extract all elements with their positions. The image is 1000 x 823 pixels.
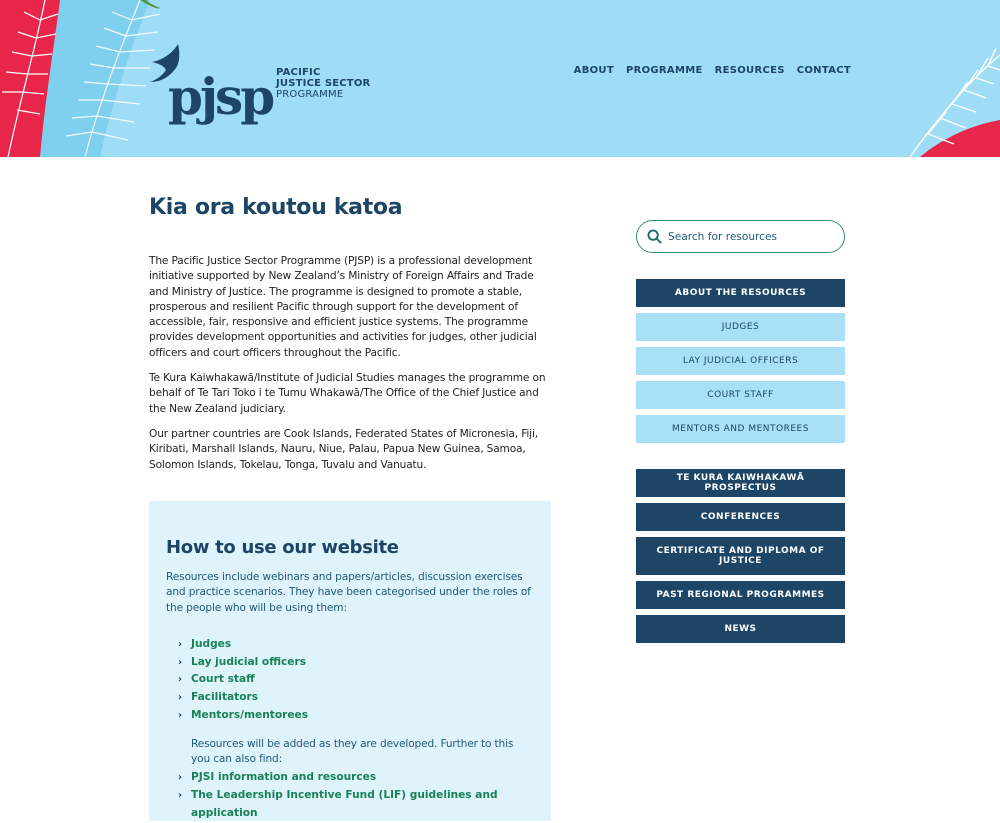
logo-line-3: PROGRAMME [276,89,344,100]
site-logo[interactable] [148,40,371,126]
svg-text:pjsp: pjsp [168,67,273,126]
sidebar-news[interactable]: NEWS [636,615,845,643]
logo-line-2: JUSTICE SECTOR [276,78,371,89]
how-to-description: Resources include webinars and papers/articles, discussion exercises and practice scenarios. They have been categorised under the roles of the people who will be using them: [166,571,531,614]
role-label: Mentors/mentorees [191,709,309,722]
role-link-court-staff[interactable] [166,671,534,689]
role-label: Judges [191,637,232,650]
intro-paragraph: Te Kura Kaiwhakawā/Institute of Judicial Studies manages the programme on behalf of Te Tari Toko i te Tumu Whakawā/The Office of the Chief Justice and the New Zealand judiciary. [149,372,546,415]
main-content [149,195,551,483]
role-label: Court staff [191,673,255,686]
main-nav [574,65,851,76]
extras-list [166,769,534,822]
roles-list [166,636,534,725]
sidebar-mentors[interactable]: MENTORS AND MENTOREES [636,415,845,443]
chevron-right-icon: › [178,656,183,668]
chevron-right-icon: › [178,638,183,650]
extra-link-pjsi[interactable] [166,769,534,787]
site-header [0,0,1000,157]
sidebar-prospectus[interactable]: TE KURA KAIWHAKAWĀ PROSPECTUS [636,469,845,497]
chevron-right-icon: › [178,692,183,704]
extra-link-lif[interactable] [166,787,534,823]
logo-line-1: PACIFIC [276,67,321,78]
pjsp-bird-logo-icon [148,40,273,126]
how-to-panel [149,501,551,821]
role-label: Lay judicial officers [191,655,307,668]
chevron-right-icon: › [178,674,183,686]
sidebar-about-resources[interactable]: ABOUT THE RESOURCES [636,279,845,307]
nav-about[interactable]: ABOUT [573,65,614,76]
nav-contact[interactable]: CONTACT [796,65,851,76]
role-link-facilitators[interactable] [166,689,534,707]
sidebar-court-staff[interactable]: COURT STAFF [636,381,845,409]
sidebar-certificate-diploma[interactable]: CERTIFICATE AND DIPLOMA OF JUSTICE [636,537,845,575]
fern-decoration-right [880,0,1000,157]
sidebar-past-programmes[interactable]: PAST REGIONAL PROGRAMMES [636,581,845,609]
intro-text [149,254,551,473]
chevron-right-icon: › [178,790,183,802]
extra-label: PJSI information and resources [191,771,377,784]
role-link-mentors[interactable] [166,707,534,725]
more-resources-text: Resources will be added as they are developed. Further to this you can also find: [191,737,514,766]
search-input[interactable] [668,231,828,243]
sidebar-judges[interactable]: JUDGES [636,313,845,341]
chevron-right-icon: › [178,710,183,722]
page-title: Kia ora koutou katoa [149,195,403,220]
sidebar-lay-judicial-officers[interactable]: LAY JUDICIAL OFFICERS [636,347,845,375]
intro-paragraph: Our partner countries are Cook Islands, Federated States of Micronesia, Fiji, Kiribati, Marshall Islands, Nauru, Niue, Palau, Papua New Guinea, Samoa, Solomon Islands, Tokelau, Tonga, Tuvalu and Vanuatu. [149,427,538,471]
role-link-judges[interactable] [166,636,534,654]
nav-programme[interactable]: PROGRAMME [625,65,703,76]
search-icon [647,229,662,244]
role-link-lay-judicial-officers[interactable] [166,654,534,672]
nav-resources[interactable]: RESOURCES [714,65,785,76]
how-to-title: How to use our website [166,537,399,558]
chevron-right-icon: › [178,772,183,784]
extra-label: The Leadership Incentive Fund (LIF) guidelines and application [191,789,498,820]
intro-paragraph: The Pacific Justice Sector Programme (PJSP) is a professional development initiative supported by New Zealand’s Ministry of Foreign Affairs and Trade and Ministry of Justice. The programme is designed to promote a stable, prosperous and resilient Pacific through support for the development of accessible, fair, responsive and efficient justice systems. The programme provides development opportunities and activities for judges, other judicial officers and court officers throughout the Pacific. [149,255,537,359]
resource-search[interactable] [636,220,845,253]
role-label: Facilitators [191,691,259,704]
sidebar-conferences[interactable]: CONFERENCES [636,503,845,531]
logo-wordmark [276,67,370,100]
